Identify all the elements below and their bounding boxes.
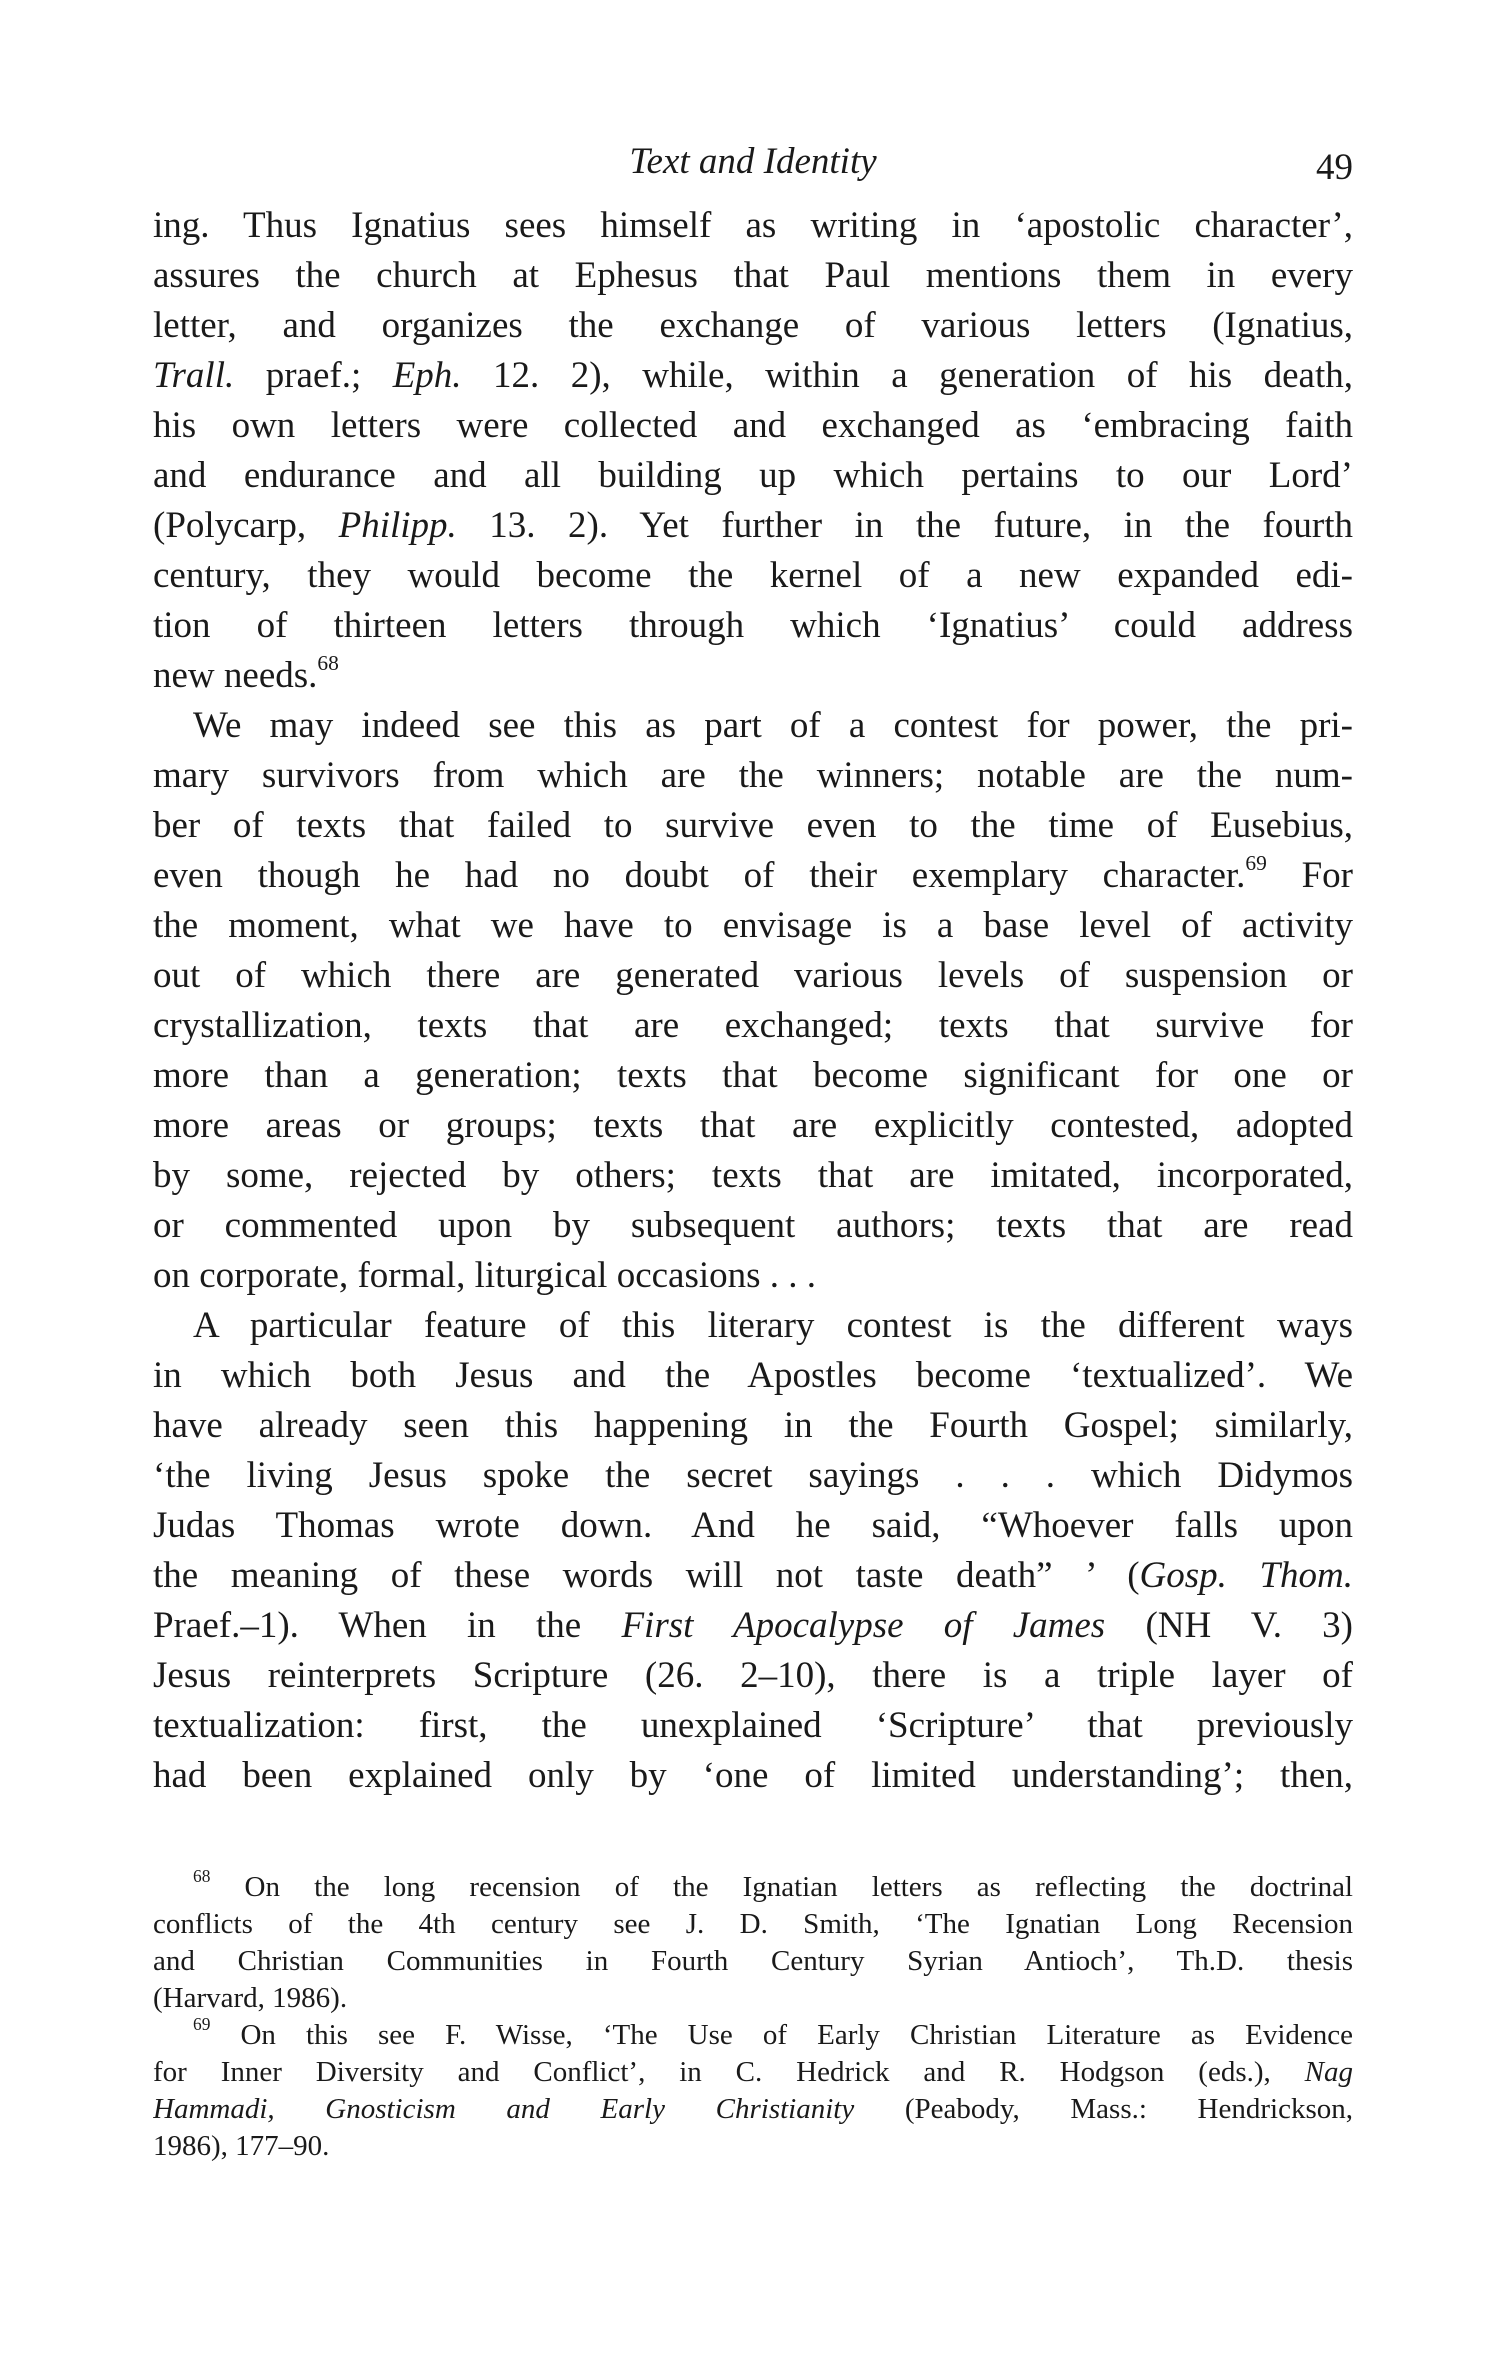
body-line bbox=[153, 701, 1353, 751]
body-line bbox=[153, 1451, 1353, 1501]
text-run: more areas or groups; texts that are explicitly contested, adopted bbox=[153, 1105, 1353, 1146]
footnote-line bbox=[153, 2128, 1353, 2165]
text-run: letter, and organizes the exchange of various letters (Ignatius, bbox=[153, 305, 1353, 346]
text-run: Jesus reinterprets Scripture (26. 2–10), there is a triple layer of bbox=[153, 1655, 1353, 1696]
text-run: his own letters were collected and exchanged as ‘embracing faith bbox=[153, 405, 1353, 446]
body-line bbox=[153, 601, 1353, 651]
text-run: Trall. bbox=[153, 355, 235, 396]
running-title: Text and Identity bbox=[629, 141, 877, 182]
body-line bbox=[153, 1101, 1353, 1151]
body-line bbox=[153, 651, 1353, 701]
text-run: had been explained only by ‘one of limited understanding’; then, bbox=[153, 1755, 1353, 1796]
body-line bbox=[153, 501, 1353, 551]
footnote-marker: 69 bbox=[193, 2017, 211, 2035]
body-line bbox=[153, 401, 1353, 451]
text-run: textualization: first, the unexplained ‘Scripture’ that previously bbox=[153, 1705, 1353, 1746]
text-run: assures the church at Ephesus that Paul mentions them in every bbox=[153, 255, 1353, 296]
body-line bbox=[153, 1651, 1353, 1701]
text-run: by some, rejected by others; texts that are imitated, incorporated, bbox=[153, 1155, 1353, 1196]
text-run: or commented upon by subsequent authors; texts that are read bbox=[153, 1205, 1353, 1246]
text-run: (Harvard, 1986). bbox=[153, 1982, 348, 2014]
body-line bbox=[153, 1001, 1353, 1051]
text-run: 12. 2), while, within a generation of his death, bbox=[461, 355, 1353, 396]
text-run: Gosp. Thom. bbox=[1139, 1555, 1353, 1596]
text-run: and endurance and all building up which pertains to our Lord’ bbox=[153, 455, 1353, 496]
text-run: out of which there are generated various levels of suspension or bbox=[153, 955, 1353, 996]
body-line bbox=[153, 251, 1353, 301]
body-line bbox=[153, 1051, 1353, 1101]
text-run: and Christian Communities in Fourth Century Syrian Antioch’, Th.D. thesis bbox=[153, 1945, 1353, 1977]
text-run: the moment, what we have to envisage is a base level of activity bbox=[153, 905, 1353, 946]
body-line bbox=[153, 451, 1353, 501]
text-run: ‘the living Jesus spoke the secret sayings . . . which Didymos bbox=[153, 1455, 1353, 1496]
text-run: new needs. bbox=[153, 655, 318, 696]
body-line bbox=[153, 1151, 1353, 1201]
body-line bbox=[153, 351, 1353, 401]
body-line bbox=[153, 551, 1353, 601]
text-run: for Inner Diversity and Conflict’, in C. Hedrick and R. Hodgson (eds.), bbox=[153, 2056, 1305, 2088]
text-run: Nag bbox=[1304, 2056, 1353, 2088]
text-run: even though he had no doubt of their exemplary character. bbox=[153, 855, 1246, 896]
footnote-line bbox=[153, 2091, 1353, 2128]
body-line bbox=[153, 301, 1353, 351]
body-line bbox=[153, 1201, 1353, 1251]
body-line bbox=[153, 751, 1353, 801]
body-text bbox=[153, 201, 1353, 1801]
footnote-line bbox=[153, 1869, 1353, 1906]
body-line bbox=[153, 1301, 1353, 1351]
body-line bbox=[153, 1701, 1353, 1751]
body-line bbox=[153, 851, 1353, 901]
text-run: We may indeed see this as part of a contest for power, the pri- bbox=[193, 705, 1353, 746]
text-run: First Apocalypse of James bbox=[621, 1605, 1106, 1646]
body-line bbox=[153, 1551, 1353, 1601]
text-run: more than a generation; texts that become significant for one or bbox=[153, 1055, 1353, 1096]
text-run: on corporate, formal, liturgical occasions . . . bbox=[153, 1255, 817, 1296]
text-run: A particular feature of this literary contest is the different ways bbox=[193, 1305, 1353, 1346]
page-header bbox=[153, 140, 1353, 190]
footnote-line bbox=[153, 1906, 1353, 1943]
page-number: 49 bbox=[1316, 147, 1353, 188]
text-run: conflicts of the 4th century see J. D. Smith, ‘The Ignatian Long Recension bbox=[153, 1908, 1353, 1940]
body-line bbox=[153, 1751, 1353, 1801]
body-line bbox=[153, 1401, 1353, 1451]
text-run: ing. Thus Ignatius sees himself as writing in ‘apostolic character’, bbox=[153, 205, 1353, 246]
footnote-line bbox=[153, 1943, 1353, 1980]
body-line bbox=[153, 1501, 1353, 1551]
text-run: mary survivors from which are the winners; notable are the num- bbox=[153, 755, 1353, 796]
text-run: have already seen this happening in the Fourth Gospel; similarly, bbox=[153, 1405, 1353, 1446]
text-run: Hammadi, Gnosticism and Early Christianity bbox=[153, 2093, 855, 2125]
footnote-marker: 68 bbox=[193, 1869, 211, 1887]
text-run: tion of thirteen letters through which ‘Ignatius’ could address bbox=[153, 605, 1353, 646]
body-line bbox=[153, 901, 1353, 951]
footnote-line bbox=[153, 1980, 1353, 2017]
text-run: Philipp. bbox=[338, 505, 457, 546]
text-run: praef.; bbox=[234, 355, 393, 396]
text-run: crystallization, texts that are exchanged; texts that survive for bbox=[153, 1005, 1353, 1046]
footnotes bbox=[153, 1869, 1353, 2165]
text-run: (Peabody, Mass.: Hendrickson, bbox=[854, 2093, 1353, 2125]
text-run: On the long recension of the Ignatian letters as reflecting the doctrinal bbox=[210, 1871, 1353, 1903]
body-line bbox=[153, 201, 1353, 251]
body-line bbox=[153, 801, 1353, 851]
text-run: 13. 2). Yet further in the future, in the fourth bbox=[456, 505, 1353, 546]
body-line bbox=[153, 951, 1353, 1001]
text-run: in which both Jesus and the Apostles become ‘textualized’. We bbox=[153, 1355, 1353, 1396]
text-run: For bbox=[1266, 855, 1353, 896]
text-run: Judas Thomas wrote down. And he said, “Whoever falls upon bbox=[153, 1505, 1353, 1546]
text-run: century, they would become the kernel of a new expanded edi- bbox=[153, 555, 1353, 596]
text-run: (NH V. 3) bbox=[1105, 1605, 1353, 1646]
body-line bbox=[153, 1251, 1353, 1301]
text-run: Eph. bbox=[392, 355, 462, 396]
footnote-line bbox=[153, 2017, 1353, 2054]
text-run: (Polycarp, bbox=[153, 505, 339, 546]
text-run: On this see F. Wisse, ‘The Use of Early Christian Literature as Evidence bbox=[210, 2019, 1353, 2051]
footnote-marker: 69 bbox=[1245, 851, 1267, 875]
text-run: Praef.–1). When in the bbox=[153, 1605, 622, 1646]
body-line bbox=[153, 1601, 1353, 1651]
text-run: 1986), 177–90. bbox=[153, 2130, 330, 2162]
footnote-marker: 68 bbox=[317, 651, 339, 675]
text-run: ber of texts that failed to survive even to the time of Eusebius, bbox=[153, 805, 1353, 846]
footnote-line bbox=[153, 2054, 1353, 2091]
text-run: the meaning of these words will not taste death” ’ ( bbox=[153, 1555, 1140, 1596]
body-line bbox=[153, 1351, 1353, 1401]
